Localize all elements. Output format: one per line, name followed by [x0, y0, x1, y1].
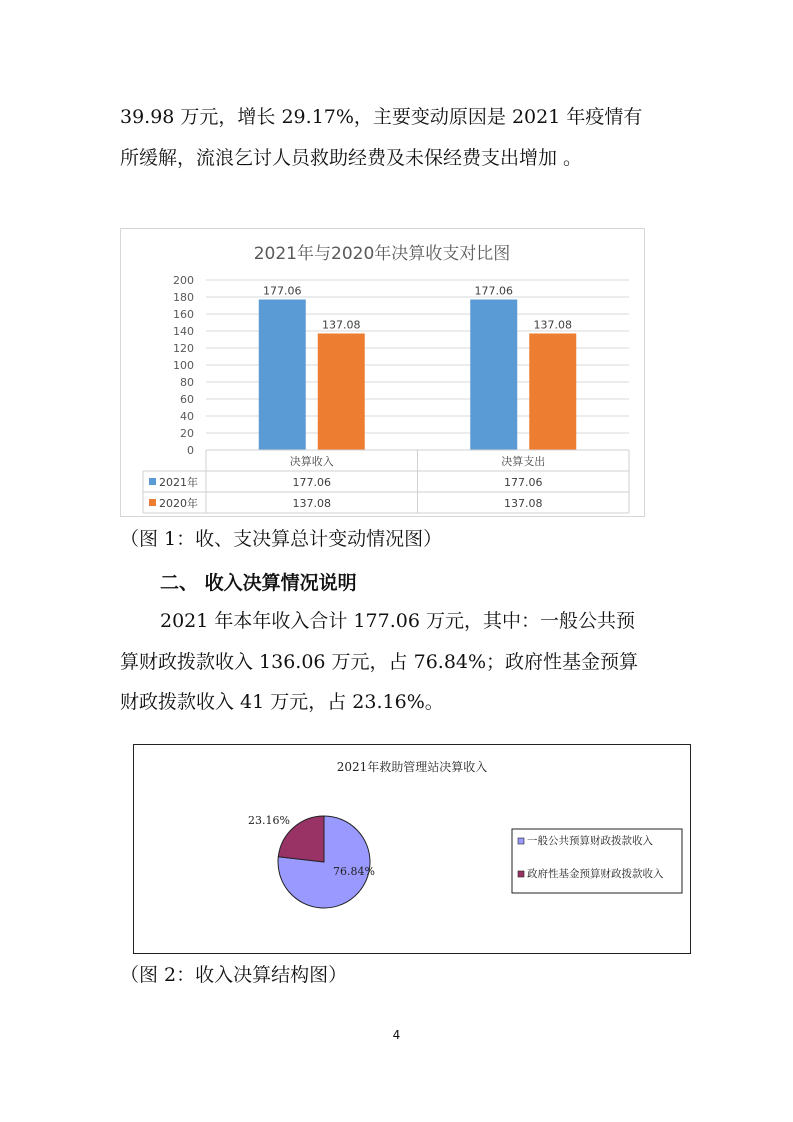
y-tick-label: 0: [187, 444, 194, 457]
body-text-line: 39.98 万元，增长 29.17%，主要变动原因是 2021 年疫情有: [120, 106, 643, 128]
table-cell: 137.08: [504, 497, 543, 510]
slice-data-label: 23.16%: [248, 814, 290, 827]
legend-label: 一般公共预算财政拨款收入: [527, 835, 653, 847]
legend-label: 政府性基金预算财政拨款收入: [527, 868, 664, 880]
y-tick-label: 100: [173, 359, 194, 372]
legend-swatch: [149, 499, 156, 506]
bar-data-label: 137.08: [322, 318, 361, 332]
legend-swatch: [518, 838, 524, 844]
legend-label: 2020年: [159, 497, 198, 510]
pie-slices: [248, 814, 375, 908]
pie-chart-figure: [133, 744, 691, 954]
bar: [318, 333, 365, 450]
bar-chart: [121, 229, 644, 516]
bar-data-label: 177.06: [474, 284, 513, 298]
table-cell: 137.08: [292, 497, 331, 510]
pie-chart: [134, 745, 690, 953]
body-text-line: 所缓解，流浪乞讨人员救助经费及未保经费支出增加 。: [120, 147, 583, 169]
bar: [529, 333, 576, 450]
y-tick-label: 120: [173, 342, 194, 355]
chart-bars: [259, 284, 577, 450]
chart-legend: [512, 829, 682, 893]
bar-data-label: 177.06: [263, 284, 302, 298]
table-cell: 177.06: [504, 476, 543, 489]
y-tick-label: 180: [173, 291, 194, 304]
category-label: 决算支出: [501, 455, 546, 468]
body-text-line: 算财政拨款收入 136.06 万元，占 76.84%；政府性基金预算: [120, 651, 639, 673]
y-tick-label: 40: [180, 410, 194, 423]
slice-data-label: 76.84%: [333, 865, 375, 878]
y-axis-ticks: [173, 274, 194, 457]
figure-caption: （图 1：收、支决算总计变动情况图）: [120, 528, 443, 550]
section-heading: 二、 收入决算情况说明: [160, 572, 357, 594]
y-tick-label: 60: [180, 393, 194, 406]
bar-chart-figure: [120, 228, 645, 517]
chart-title: 2021年与2020年决算收支对比图: [253, 244, 511, 264]
category-label: 决算收入: [289, 455, 334, 468]
y-tick-label: 20: [180, 427, 194, 440]
y-tick-label: 200: [173, 274, 194, 287]
y-tick-label: 160: [173, 308, 194, 321]
legend-label: 2021年: [159, 476, 198, 489]
table-cell: 177.06: [292, 476, 331, 489]
y-tick-label: 80: [180, 376, 194, 389]
page-number: 4: [392, 1028, 401, 1042]
bar: [470, 299, 517, 450]
chart-title: 2021年救助管理站决算收入: [336, 760, 488, 774]
data-table: [143, 450, 629, 513]
legend-swatch: [518, 871, 524, 877]
bar: [259, 299, 306, 450]
y-tick-label: 140: [173, 325, 194, 338]
legend-swatch: [149, 478, 156, 485]
body-text-line: 2021 年本年收入合计 177.06 万元，其中：一般公共预: [160, 610, 635, 632]
body-text-line: 财政拨款收入 41 万元，占 23.16%。: [120, 691, 444, 713]
bar-data-label: 137.08: [533, 318, 572, 332]
figure-caption: （图 2：收入决算结构图）: [120, 964, 348, 986]
